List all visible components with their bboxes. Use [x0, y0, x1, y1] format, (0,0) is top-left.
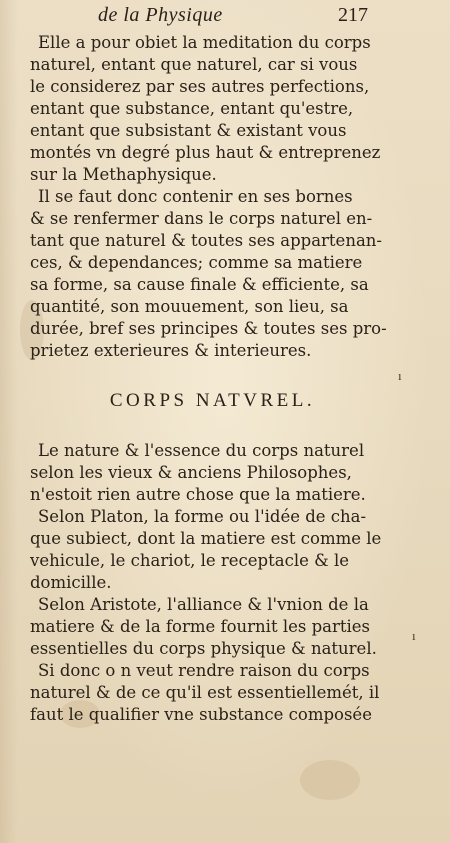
- text-line: prietez exterieures & interieures.: [30, 341, 312, 360]
- text-line: & se renfermer dans le corps naturel en-: [30, 209, 373, 228]
- paper-stain: [300, 760, 360, 800]
- text-line: entant que substance, entant qu'estre,: [30, 99, 354, 118]
- section-heading: CORPS NATVREL.: [109, 390, 316, 411]
- margin-mark: ı: [412, 628, 416, 643]
- text-line: Le nature & l'essence du corps naturel: [38, 441, 365, 460]
- text-line: que subiect, dont la matiere est comme le: [30, 529, 382, 548]
- text-line: durée, bref ses principes & toutes ses pro-: [30, 319, 387, 338]
- text-line: essentielles du corps physique & naturel.: [30, 639, 377, 658]
- text-line: Selon Platon, la forme ou l'idée de cha-: [38, 507, 367, 526]
- text-line: naturel, entant que naturel, car si vous: [30, 55, 358, 74]
- text-line: le considerez par ses autres perfections,: [30, 77, 370, 96]
- text-line: Il se faut donc contenir en ses bornes: [38, 187, 353, 206]
- text-line: faut le qualifier vne substance composée: [30, 705, 372, 724]
- spacer: [30, 362, 385, 386]
- paragraph: [30, 660, 385, 726]
- text-line: matiere & de la forme fournit les parties: [30, 617, 371, 636]
- paragraph: [30, 506, 385, 594]
- text-line: selon les vieux & anciens Philosophes,: [30, 463, 352, 482]
- text-line: naturel & de ce qu'il est essentiellemét, il: [30, 683, 380, 702]
- text-line: tant que naturel & toutes ses appartenan-: [30, 231, 382, 250]
- text-line: montés vn degré plus haut & entreprenez: [30, 143, 381, 162]
- paragraph: [30, 32, 385, 186]
- text-line: Elle a pour obiet la meditation du corps: [38, 33, 371, 52]
- margin-mark: ı: [398, 368, 402, 383]
- paragraph: [30, 440, 385, 506]
- text-line: sa forme, sa cause finale & efficiente, sa: [30, 275, 369, 294]
- text-line: ces, & dependances; comme sa matiere: [30, 253, 363, 272]
- running-head: [0, 4, 450, 30]
- text-line: vehicule, le chariot, le receptacle & le: [30, 551, 350, 570]
- text-line: n'estoit rien autre chose que la matiere.: [30, 485, 366, 504]
- text-line: entant que subsistant & existant vous: [30, 121, 347, 140]
- text-line: Selon Aristote, l'alliance & l'vnion de la: [38, 595, 369, 614]
- paragraph: [30, 186, 385, 362]
- paragraph: [30, 594, 385, 660]
- body-text: [30, 32, 385, 726]
- spacer: [30, 416, 385, 440]
- text-line: quantité, son mouuement, son lieu, sa: [30, 297, 349, 316]
- text-line: sur la Methaphysique.: [30, 165, 217, 184]
- running-head-title: de la Physique: [98, 4, 223, 26]
- page-number: 217: [338, 4, 368, 26]
- text-line: Si donc o n veut rendre raison du corps: [38, 661, 370, 680]
- text-line: domicille.: [30, 573, 112, 592]
